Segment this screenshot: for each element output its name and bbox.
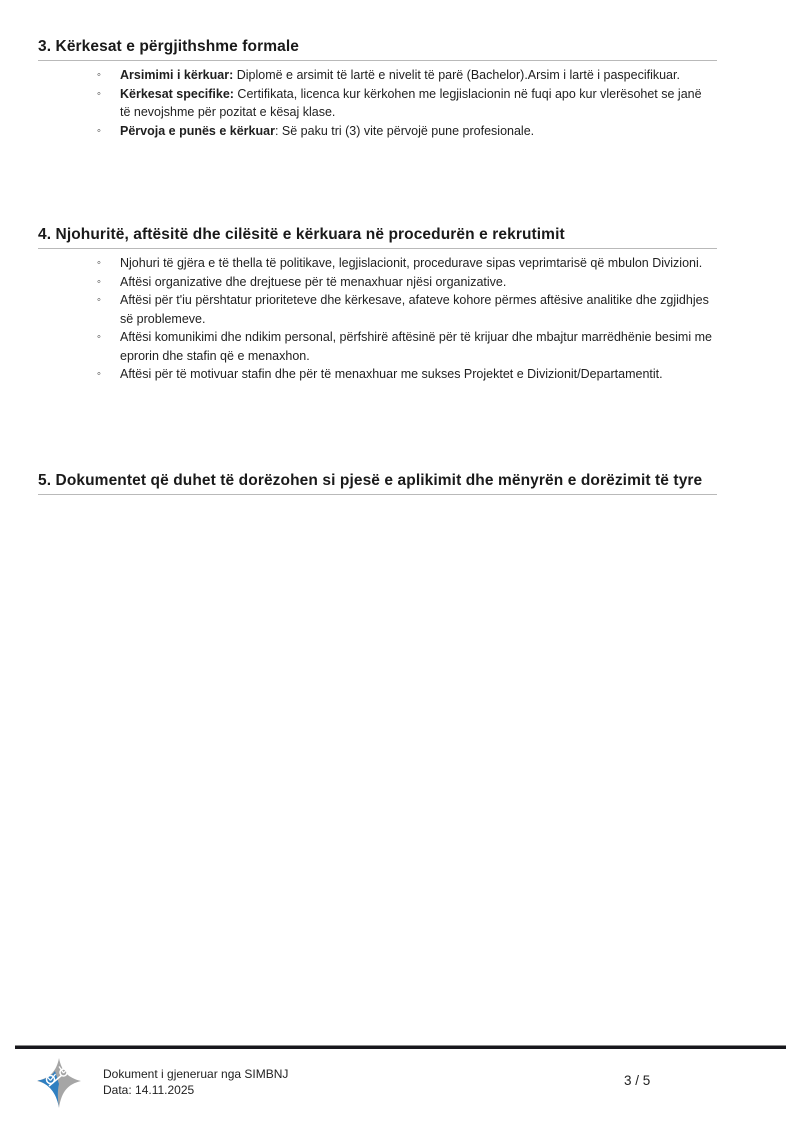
bullet-rest-text: Njohuri të gjëra e të thella të politikave, legjislacionit, procedurave sipas veprimtarisë që mbulon Divizioni. bbox=[120, 256, 703, 270]
list-item bbox=[97, 328, 717, 365]
bullet-text bbox=[120, 85, 715, 122]
bullet-icon: ◦ bbox=[97, 368, 101, 380]
bullet-icon: ◦ bbox=[97, 124, 101, 137]
simbnj-logo-icon bbox=[37, 1058, 81, 1108]
footer-separator-bar bbox=[15, 1045, 786, 1049]
list-item bbox=[97, 66, 717, 85]
list-item bbox=[97, 365, 717, 384]
section-heading: 3. Kërkesat e përgjithshme formale bbox=[38, 36, 717, 61]
section-heading: 5. Dokumentet që duhet të dorëzohen si pjesë e aplikimit dhe mënyrën e dorëzimit të tyre bbox=[38, 470, 717, 495]
bullet-rest-text: Aftësi për të motivuar stafin dhe për të menaxhuar me sukses Projektet e Divizionit/Departamentit. bbox=[120, 367, 663, 381]
bullet-rest-text: Certifikata, licenca kur kërkohen me legjislacionin në fuqi apo kur vlerësohet se janë të nevojshme për pozitat e kësaj klase. bbox=[120, 86, 702, 119]
bullet-list bbox=[38, 254, 717, 384]
bullet-icon: ◦ bbox=[97, 275, 101, 288]
bullet-icon: ◦ bbox=[97, 257, 101, 269]
bullet-icon: ◦ bbox=[97, 331, 101, 343]
bullet-text bbox=[120, 291, 715, 328]
list-item bbox=[97, 273, 717, 292]
bullet-rest-text: Aftësi organizative dhe drejtuese për të menaxhuar njësi organizative. bbox=[120, 274, 507, 289]
bullet-icon: ◦ bbox=[97, 69, 101, 81]
bullet-text bbox=[120, 273, 506, 292]
footer-date-line: Data: 14.11.2025 bbox=[103, 1083, 195, 1097]
page-number: 3 / 5 bbox=[624, 1073, 651, 1088]
list-item bbox=[97, 122, 717, 141]
bullet-rest-text: : Së paku tri (3) vite përvojë pune profesionale. bbox=[274, 123, 535, 138]
bullet-rest-text: Aftësi komunikimi dhe ndikim personal, përfshirë aftësinë për të krijuar dhe mbajtur marrëdhënie besimi me eprorin dhe stafin që e menaxhon. bbox=[120, 330, 712, 363]
bullet-text bbox=[120, 254, 702, 273]
footer-text-block bbox=[103, 1066, 288, 1098]
bullet-icon: ◦ bbox=[97, 294, 101, 306]
bullet-lead-text: Përvoja e punës e kërkuar bbox=[120, 123, 275, 138]
bullet-text bbox=[120, 122, 534, 141]
list-item bbox=[97, 291, 717, 328]
document-section bbox=[38, 36, 717, 140]
bullet-text bbox=[120, 66, 680, 85]
document-section bbox=[38, 224, 717, 384]
bullet-text bbox=[120, 365, 663, 384]
bullet-lead-text: Arsimimi i kërkuar: bbox=[120, 68, 234, 82]
bullet-rest-text: Diplomë e arsimit të lartë e nivelit të parë (Bachelor).Arsim i lartë i paspecifikuar. bbox=[233, 68, 680, 82]
list-item bbox=[97, 254, 717, 273]
document-section bbox=[38, 470, 717, 495]
bullet-rest-text: Aftësi për t'iu përshtatur prioriteteve dhe kërkesave, afateve kohore përmes aftësive analitike dhe zgjidhjes së problemeve. bbox=[120, 293, 709, 326]
list-item bbox=[97, 85, 717, 122]
bullet-icon: ◦ bbox=[97, 87, 101, 100]
footer-generated-line: Dokument i gjeneruar nga SIMBNJ bbox=[103, 1067, 289, 1081]
bullet-text bbox=[120, 328, 715, 365]
bullet-lead-text: Kërkesat specifike: bbox=[120, 86, 234, 101]
bullet-list bbox=[38, 66, 717, 140]
section-heading: 4. Njohuritë, aftësitë dhe cilësitë e kërkuara në procedurën e rekrutimit bbox=[38, 224, 717, 249]
document-sections bbox=[38, 36, 717, 495]
